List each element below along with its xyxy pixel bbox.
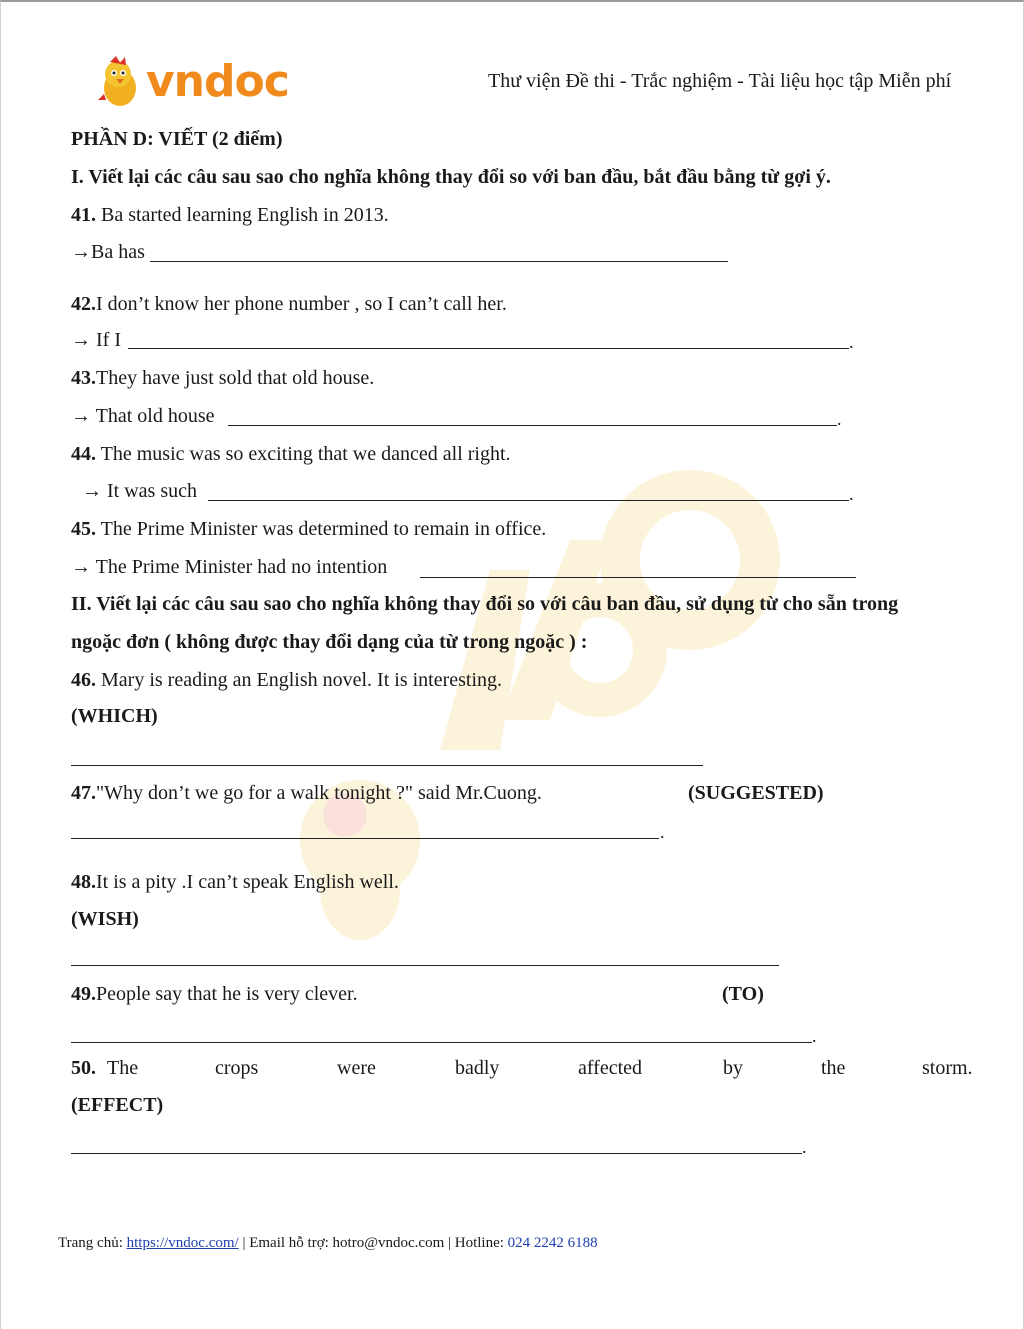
keyword-48: (WISH) (71, 908, 139, 930)
part2-instruction-line2: ngoặc đơn ( không được thay đổi dạng của từ trong ngoặc ) : (71, 631, 588, 653)
q50-word: crops (215, 1057, 259, 1079)
answer-line-42[interactable] (128, 348, 849, 349)
header-tagline: Thư viện Đề thi - Trắc nghiệm - Tài liệu học tập Miễn phí (488, 70, 952, 92)
footer-home-label: Trang chủ: (58, 1235, 127, 1251)
period-mark: . (849, 332, 854, 352)
question-text: People say that he is very clever. (96, 983, 358, 1005)
question-41 (71, 203, 389, 227)
q50-word: were (337, 1057, 376, 1079)
question-text: Mary is reading an English novel. It is interesting. (96, 669, 503, 691)
question-number: 46. (71, 669, 96, 691)
keyword-49: (TO) (722, 983, 764, 1005)
q50-word: by (723, 1057, 743, 1079)
period-mark: . (802, 1137, 807, 1157)
question-48 (71, 870, 399, 894)
question-number: 49. (71, 983, 96, 1005)
answer-line-48[interactable] (71, 965, 779, 966)
logo-text: vndoc (146, 56, 289, 107)
answer-line-44[interactable] (208, 500, 849, 501)
answer-prompt-44: → It was such (82, 480, 197, 502)
period-mark: . (837, 409, 842, 429)
q50-word: the (821, 1057, 846, 1079)
answer-prompt-41: →Ba has (71, 241, 145, 263)
question-45 (71, 517, 546, 541)
period-mark: . (660, 822, 665, 842)
answer-line-45[interactable] (420, 577, 856, 578)
question-47 (71, 781, 542, 805)
question-number: 43. (71, 367, 96, 389)
answer-prompt-45: → The Prime Minister had no intention (71, 556, 388, 578)
question-text: Ba started learning English in 2013. (96, 204, 389, 226)
q50-word: badly (455, 1057, 500, 1079)
footer-home-link[interactable]: https://vndoc.com/ (126, 1235, 239, 1251)
question-49 (71, 982, 358, 1006)
section-title: PHẦN D: VIẾT (2 điểm) (71, 128, 283, 150)
question-text: I don’t know her phone number , so I can’t call her. (96, 293, 507, 315)
question-text: The music was so exciting that we danced all right. (96, 443, 511, 465)
answer-prompt-42: → If I (71, 329, 121, 351)
question-42 (71, 292, 507, 316)
question-number: 41. (71, 204, 96, 226)
question-46 (71, 668, 502, 692)
footer (58, 1235, 598, 1252)
vndoc-logo[interactable] (96, 54, 296, 110)
question-number: 47. (71, 782, 96, 804)
question-number: 45. (71, 518, 96, 540)
answer-line-49[interactable] (71, 1042, 812, 1043)
keyword-50: (EFFECT) (71, 1094, 164, 1116)
question-43 (71, 366, 374, 390)
period-mark: . (812, 1026, 817, 1046)
q50-word: storm. (922, 1057, 973, 1079)
q50-word: affected (578, 1057, 643, 1079)
answer-line-43[interactable] (228, 425, 837, 426)
answer-line-46[interactable] (71, 765, 703, 766)
footer-hotline[interactable]: 024 2242 6188 (507, 1235, 598, 1251)
keyword-46: (WHICH) (71, 705, 158, 727)
question-text: "Why don’t we go for a walk tonight ?" said Mr.Cuong. (96, 782, 542, 804)
question-number: 48. (71, 871, 96, 893)
question-text: The Prime Minister was determined to remain in office. (96, 518, 547, 540)
keyword-47: (SUGGESTED) (688, 782, 824, 804)
question-text: It is a pity .I can’t speak English well. (96, 871, 399, 893)
footer-email-label: | Email hỗ trợ: hotro@vndoc.com | Hotline: (238, 1235, 508, 1251)
question-number-50: 50. (71, 1057, 96, 1079)
part2-instruction-line1: II. Viết lại các câu sau sao cho nghĩa không thay đổi so với câu ban đầu, sử dụng từ cho sẵn trong (71, 593, 899, 615)
chick-mascot-icon (96, 54, 146, 110)
answer-line-47[interactable] (71, 838, 659, 839)
question-44 (71, 442, 511, 466)
q50-word: The (107, 1057, 139, 1079)
question-number: 44. (71, 443, 96, 465)
answer-line-41[interactable] (150, 261, 728, 262)
question-number: 42. (71, 293, 96, 315)
question-text: They have just sold that old house. (96, 367, 375, 389)
period-mark: . (849, 484, 854, 504)
part1-instruction: I. Viết lại các câu sau sao cho nghĩa không thay đổi so với ban đầu, bắt đầu bằng từ gợi ý. (71, 166, 831, 188)
answer-line-50[interactable] (71, 1153, 802, 1154)
answer-prompt-43: → That old house (71, 405, 215, 427)
